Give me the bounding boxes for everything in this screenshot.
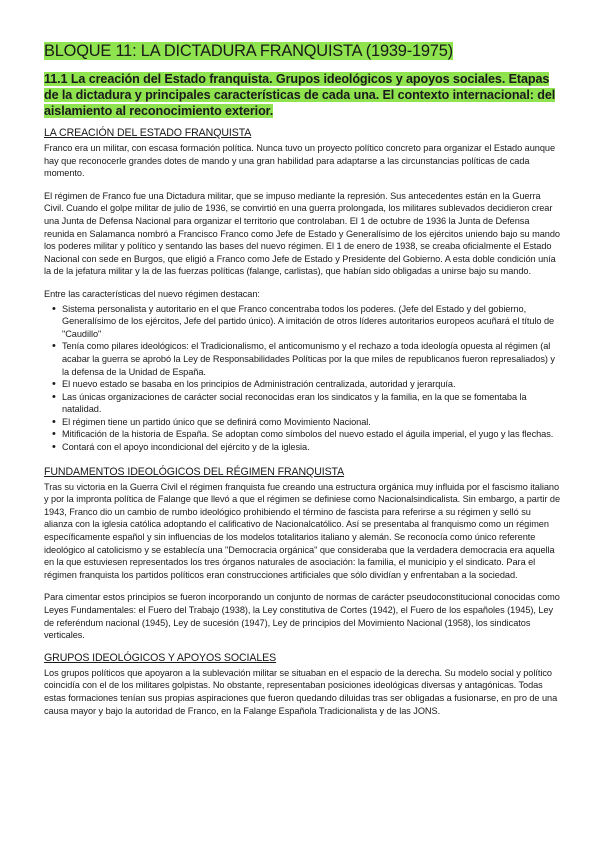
list-item: • El nuevo estado se basaba en los principios de Administración centralizada, autoridad y jerarquía. [62,378,560,391]
paragraph: Entre las características del nuevo régimen destacan: [44,288,260,299]
subtitle-text: 11.1 La creación del Estado franquista. Grupos ideológicos y apoyos sociales. Etapas de la dictadura y principales características de cada una. El contexto internacional: del aislamiento al reconocimiento exterior. [44,72,556,118]
title-block [44,42,560,61]
list-item: • Contará con el apoyo incondicional del ejército y de la iglesia. [62,441,560,454]
list-item: • Sistema personalista y autoritario en el que Franco concentraba todos los poderes. (Jefe del Estado y del gobierno, Generalísimo de los ejércitos, Jefe del partido único). A imitación de otros líderes autoritarios europeos acuñará el título de "Caudillo" [62,303,560,341]
paragraph: Tras su victoria en la Guerra Civil el régimen franquista fue creando una estructura orgánica muy influida por el fascismo italiano y por la impronta política de Falange que llevó a que el régimen se definiese como Nacionalsindicalista. Sin embargo, a partir de 1943, Franco dio un cambio de rumbo ideológico prohibiendo el término de fascista para referirse a su régimen y selló su alianza con la iglesia católica adoptando el calificativo de Nacionalcatólico. Así se presentaba al franquismo como un régimen específicamente español y sin influencias de los modelos totalitarios italiano y alemán. Se reconocía como único referente ideológico al catolicismo y se establecía una "Democracia orgánica" que consideraba que la verdadera democracia era aquella en la que estuviesen representados los tres órganos naturales de asociación: la familia, el municipio y el sindicato. Para el régimen franquista los partidos políticos eran construcciones artificiales que sólo dividían y enfrentaban a la sociedad. [44,481,561,580]
paragraph: El régimen de Franco fue una Dictadura militar, que se impuso mediante la represión. Sus antecedentes están en la Guerra Civil. Cuando el golpe militar de julio de 1936, se convirtió en una guerra prolongada, los militares sublevados decidieron crear una Junta de Defensa Nacional para organizar el territorio que controlaban. El 1 de octubre de 1936 la Junta de Defensa reunida en Salamanca nombró a Francisco Franco como Jefe de Estado y Generalísimo de los ejércitos uniendo bajo su mando los poderes militar y político y sentando las bases del nuevo régimen. El 1 de enero de 1938, se creaba oficialmente el Estado Nacional con sede en Burgos, que eligió a Franco como Jefe de Estado y Presidente del Gobierno. A esta doble condición unía la de la jefatura militar y la de las fuerzas políticas (falange, carlistas), que habían sido obligadas a unirse bajo su mando. [44,190,560,277]
section-heading-fundamentos: FUNDAMENTOS IDEOLÓGICOS DEL RÉGIMEN FRANQUISTA [44,465,345,478]
paragraph: Franco era un militar, con escasa formación política. Nunca tuvo un proyecto político concreto para organizar el Estado aunque hay que reconocerle grandes dotes de mando y una gran habilidad para adaptarse a las circunstancias políticas de cada momento. [44,143,556,179]
subtitle [44,71,560,119]
page-title: BLOQUE 11: LA DICTADURA FRANQUISTA (1939-1975) [44,42,453,60]
paragraph: Los grupos políticos que apoyaron a la sublevación militar se situaban en el espacio de la derecha. Su modelo social y político coincidía con el de los militares golpistas. No obstante, representaban posiciones ideológicas diversas y antagónicas. Todas estas formaciones tenían sus propias aspiraciones que fueron quedando diluidas tras ser obligadas a fusionarse, en pro de una causa mayor y bajo la autoridad de Franco, en la Falange Española Tradicionalista y de las JONS. [44,667,558,716]
section-heading-grupos: GRUPOS IDEOLÓGICOS Y APOYOS SOCIALES [44,651,277,664]
list-item: • Mitificación de la historia de España. Se adoptan como símbolos del nuevo estado el águila imperial, el yugo y las flechas. [62,428,560,441]
list-item: • El régimen tiene un partido único que se definirá como Movimiento Nacional. [62,416,560,429]
characteristics-list [44,303,560,454]
list-item: • Las únicas organizaciones de carácter social reconocidas eran los sindicatos y la familia, en la que se fomentaba la natalidad. [62,391,560,416]
section-heading-creacion: LA CREACIÓN DEL ESTADO FRANQUISTA [44,127,252,139]
list-item: • Tenía como pilares ideológicos: el Tradicionalismo, el anticomunismo y el rechazo a toda ideología opuesta al régimen (al acabar la guerra se aprobó la Ley de Responsabilidades Políticas por la que miles de republicanos fueron represaliados) y la defensa de la Unidad de España. [62,340,560,378]
paragraph: Para cimentar estos principios se fueron incorporando un conjunto de normas de carácter pseudoconstitucional conocidas como Leyes Fundamentales: el Fuero del Trabajo (1938), la Ley constitutiva de Cortes (1942), el Fuero de los españoles (1945), Ley de referéndum nacional (1945), Ley de sucesión (1947), Ley de principios del Movimiento Nacional (1958), los sindicatos verticales. [44,592,560,641]
